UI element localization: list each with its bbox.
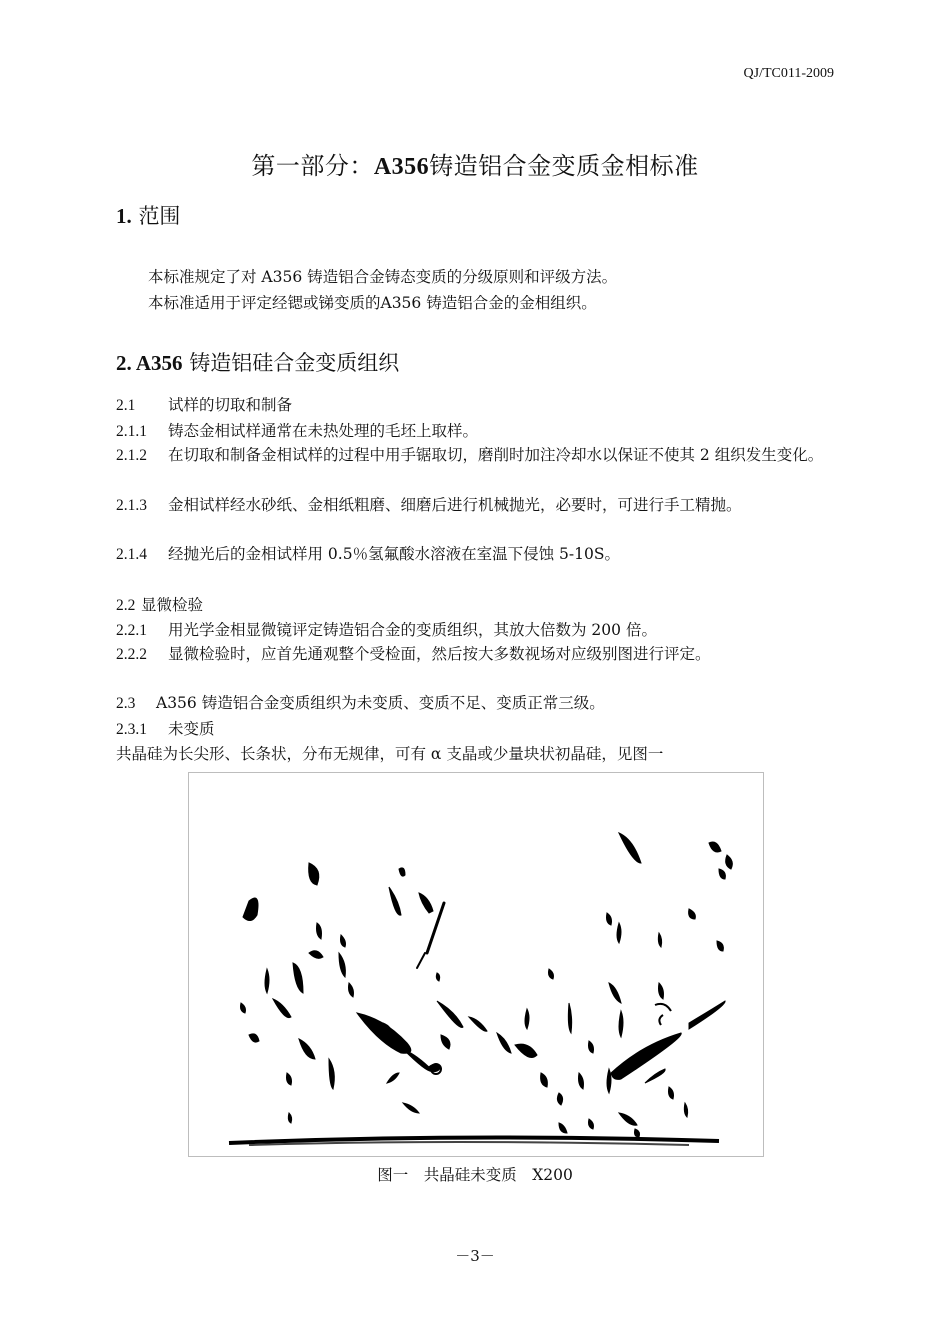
title-code: A356 <box>373 154 430 180</box>
figure-caption: 图一 共晶硅未变质 X200 <box>377 1166 573 1184</box>
clause-2-2-1 <box>116 617 836 644</box>
title-text: 铸造铝合金变质金相标准 <box>429 152 699 180</box>
clause-2-1-4 <box>116 541 836 568</box>
clause-text: 金相试样经水砂纸、金相纸粗磨、细磨后进行机械抛光，必要时，可进行手工精抛。 <box>168 496 742 514</box>
document-code: QJ/TC011-2009 <box>743 66 834 81</box>
micrograph-figure <box>188 772 764 1157</box>
clause-text: 显微检验时，应首先通观整个受检面，然后按大多数视场对应级别图进行评定。 <box>168 645 711 663</box>
clause-text: A356 铸造铝合金变质组织为未变质、变质不足、变质正常三级。 <box>156 694 605 712</box>
clause-number: 2.1.2 <box>116 447 147 464</box>
clause-number: 2.1.3 <box>116 497 147 514</box>
title-prefix: 第一部分： <box>251 152 374 180</box>
micrograph-image <box>189 773 763 1156</box>
section-1-para-1: 本标准规定了对 A356 铸造铝合金铸态变质的分级原则和评级方法。 <box>148 268 618 286</box>
clause-2-1-2 <box>116 442 836 469</box>
clause-2-3-1 <box>116 716 836 743</box>
description-text: 共晶硅为长尖形、长条状，分布无规律，可有 α 支晶或少量块状初晶硅，见图一 <box>116 745 664 763</box>
page-title <box>0 146 950 181</box>
clause-number: 2.1.1 <box>116 423 147 440</box>
section-2-title: 铸造铝硅合金变质组织 <box>189 351 400 375</box>
clause-text: 铸态金相试样通常在未热处理的毛坯上取样。 <box>168 422 479 440</box>
clause-number: 2.3.1 <box>116 721 147 738</box>
clause-number: 2.1 <box>116 397 136 414</box>
clause-number: 2.2 <box>116 597 136 614</box>
clause-text: 用光学金相显微镜评定铸造铝合金的变质组织，其放大倍数为 200 倍。 <box>168 621 657 639</box>
clause-2-1 <box>116 392 836 419</box>
section-2-number: 2. A356 <box>116 351 183 375</box>
clause-text: 试样的切取和制备 <box>168 396 293 414</box>
section-1-title: 范围 <box>138 204 181 228</box>
clause-number: 2.3 <box>116 695 136 712</box>
clause-2-2-2 <box>116 641 836 668</box>
page-number: －3－ <box>455 1247 495 1265</box>
clause-2-1-1 <box>116 418 836 445</box>
clause-text: 显微检验 <box>140 596 203 614</box>
clause-text: 在切取和制备金相试样的过程中用手锯取切，磨削时加注冷却水以保证不使其 2 组织发生变化。 <box>168 446 824 464</box>
clause-text: 未变质 <box>168 720 215 738</box>
clause-2-1-3 <box>116 492 836 519</box>
section-1-para-2: 本标准适用于评定经锶或锑变质的A356 铸造铝合金的金相组织。 <box>148 294 597 312</box>
clause-2-3 <box>116 690 836 717</box>
clause-text: 经抛光后的金相试样用 0.5％氢氟酸水溶液在室温下侵蚀 5-10S。 <box>168 545 620 563</box>
clause-number: 2.2.1 <box>116 622 147 639</box>
clause-number: 2.1.4 <box>116 546 147 563</box>
clause-2-2 <box>116 592 836 619</box>
section-1-heading <box>116 200 180 230</box>
clause-number: 2.2.2 <box>116 646 147 663</box>
section-1-number: 1. <box>116 204 132 228</box>
section-2-heading <box>116 347 399 377</box>
